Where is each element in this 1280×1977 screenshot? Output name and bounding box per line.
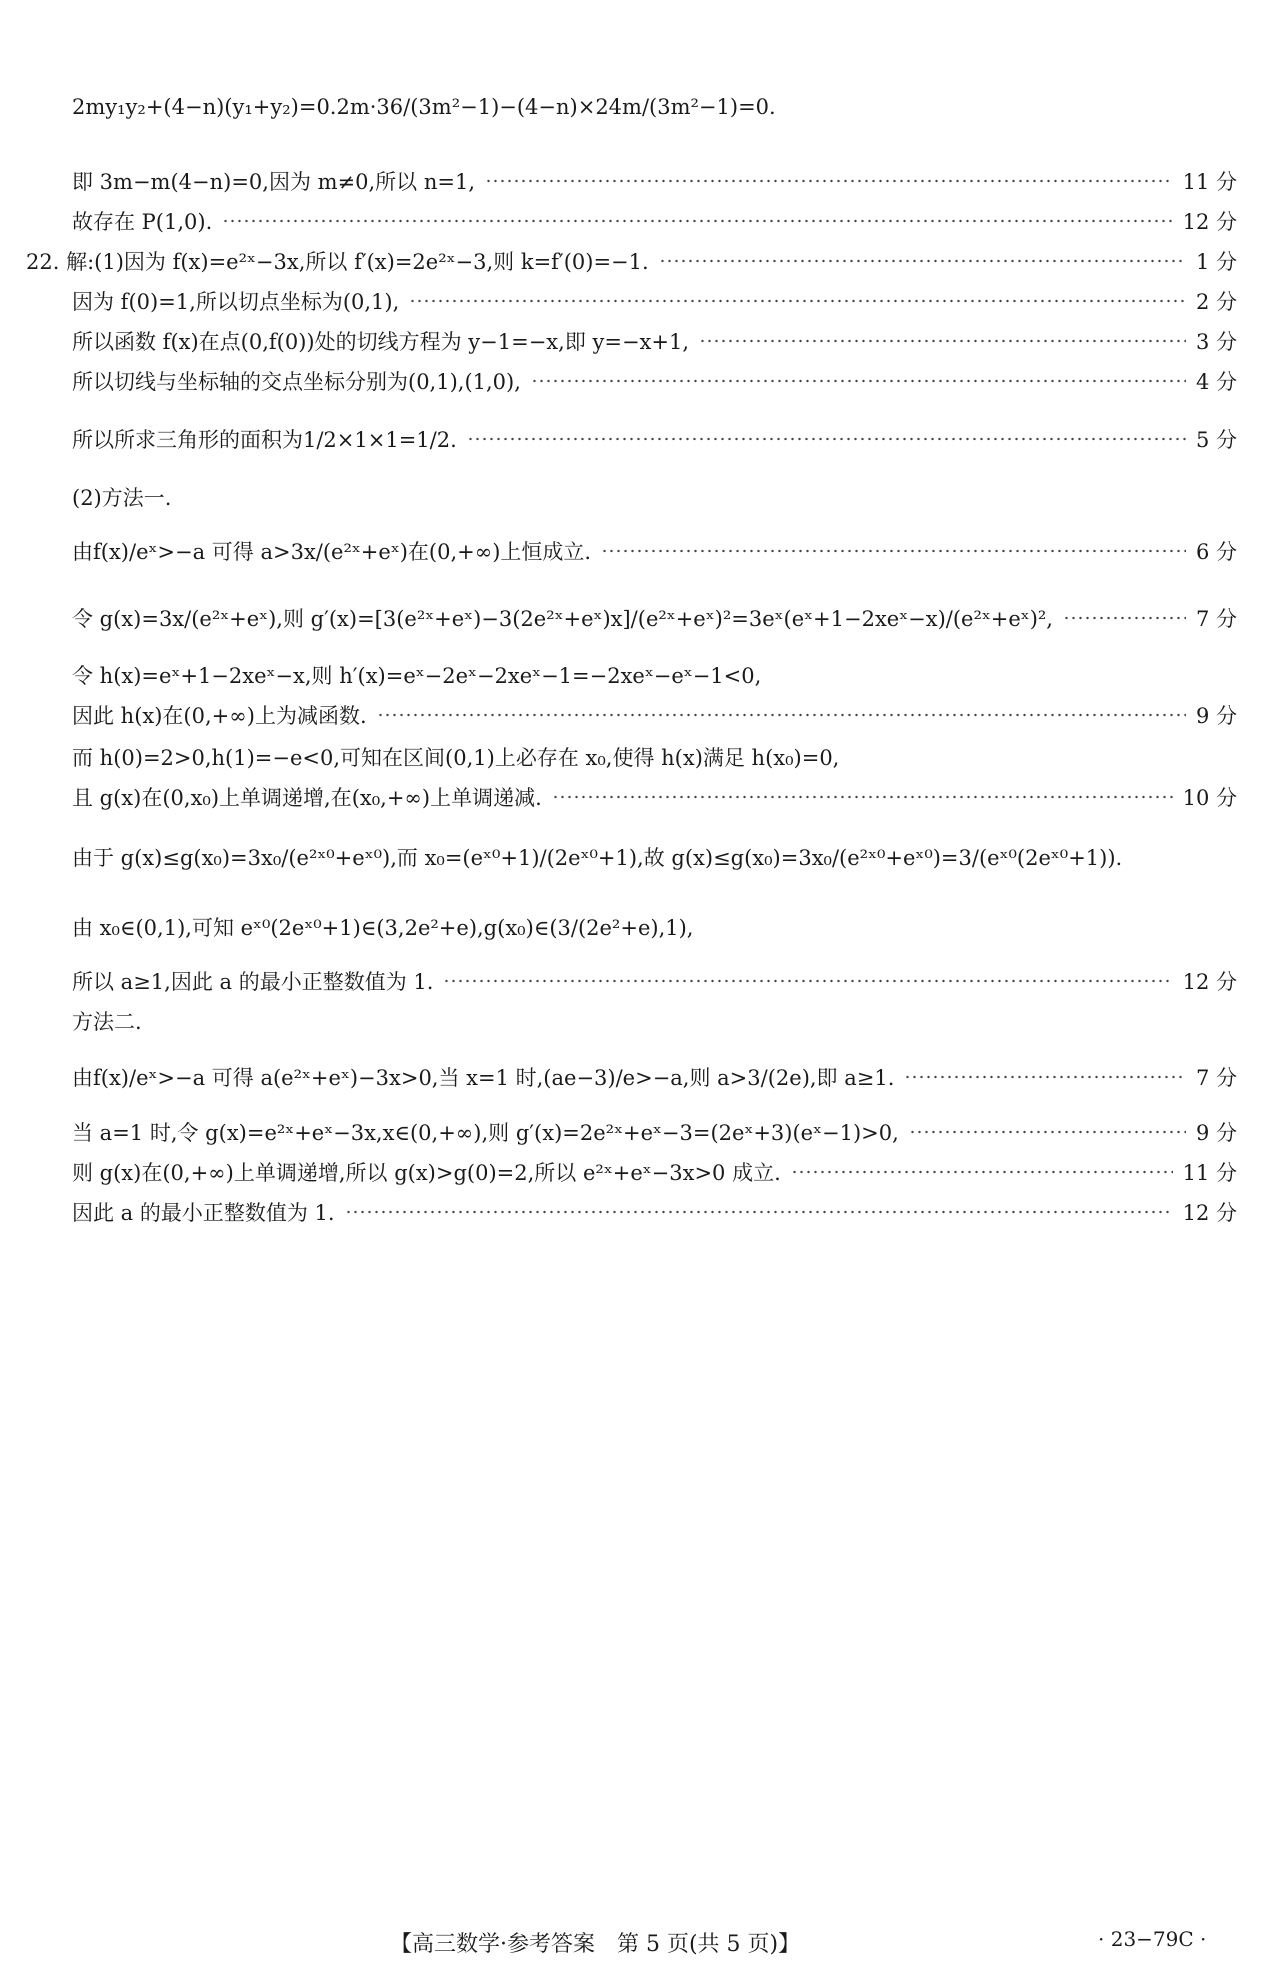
line-7b	[72, 1062, 1237, 1092]
score: 1 分	[1195, 250, 1237, 274]
line-text: 所以函数 f(x)在点(0,f(0))处的切线方程为 y−1=−x,即 y=−x+1,	[72, 330, 690, 354]
leader-dots	[659, 259, 1186, 263]
score: 12 分	[1182, 970, 1237, 994]
score: 9 分	[1195, 1121, 1237, 1145]
score: 7 分	[1195, 1066, 1237, 1090]
score: 12 分	[1182, 1201, 1237, 1225]
leader-dots	[467, 437, 1186, 441]
score: 9 分	[1195, 704, 1237, 728]
score: 10 分	[1182, 786, 1237, 810]
leader-dots	[909, 1130, 1186, 1134]
line-12	[72, 206, 1237, 236]
line-text: 令 h(x)=eˣ+1−2xeˣ−x,则 h′(x)=eˣ−2eˣ−2xeˣ−1=−2xeˣ−eˣ−1<0,	[72, 664, 762, 688]
line-h	[72, 660, 1237, 690]
line-10	[72, 782, 1237, 812]
line-text: 且 g(x)在(0,x₀)上单调递增,在(x₀,+∞)上单调递减.	[72, 786, 542, 810]
line-text: 而 h(0)=2>0,h(1)=−e<0,可知在区间(0,1)上必存在 x₀,使得 h(x)满足 h(x₀)=0,	[72, 746, 840, 770]
score: 11 分	[1182, 1161, 1237, 1185]
line-text: 由 x₀∈(0,1),可知 eˣ⁰(2eˣ⁰+1)∈(3,2e²+e),g(x₀)∈(3/(2e²+e),1),	[72, 916, 694, 940]
line-text: (2)方法一.	[72, 486, 172, 510]
footer-title: 【高三数学·参考答案 第 5 页(共 5 页)】	[390, 1932, 801, 1957]
line-3	[72, 326, 1237, 356]
leader-dots	[409, 299, 1186, 303]
leader-dots	[1063, 616, 1186, 620]
line-text: 则 g(x)在(0,+∞)上单调递增,所以 g(x)>g(0)=2,所以 e²ˣ+eˣ−3x>0 成立.	[72, 1161, 781, 1185]
score: 7 分	[1195, 607, 1237, 631]
line-text: 由f(x)/eˣ>−a 可得 a>3x/(e²ˣ+eˣ)在(0,+∞)上恒成立.	[72, 540, 592, 564]
score: 6 分	[1195, 540, 1237, 564]
leader-dots	[791, 1170, 1173, 1174]
line-6	[72, 536, 1237, 566]
line-h0	[72, 742, 1237, 772]
line-12b	[72, 966, 1237, 996]
score: 5 分	[1195, 428, 1237, 452]
line-9	[72, 700, 1237, 730]
score: 11 分	[1182, 170, 1237, 194]
line-text: 当 a=1 时,令 g(x)=e²ˣ+eˣ−3x,x∈(0,+∞),则 g′(x)=2e²ˣ+eˣ−3=(2eˣ+3)(eˣ−1)>0,	[72, 1121, 899, 1145]
line-12c	[72, 1197, 1237, 1227]
line-eq-top	[72, 95, 1237, 119]
leader-dots	[904, 1075, 1186, 1079]
part2-heading	[72, 482, 1237, 512]
line-11b	[72, 1157, 1237, 1187]
leader-dots	[485, 179, 1173, 183]
leader-dots	[222, 219, 1172, 223]
line-text: 所以切线与坐标轴的交点坐标分别为(0,1),(1,0),	[72, 370, 521, 394]
line-text: 22. 解:(1)因为 f(x)=e²ˣ−3x,所以 f′(x)=2e²ˣ−3,则 k=f′(0)=−1.	[26, 250, 649, 274]
line-text: 2my₁y₂+(4−n)(y₁+y₂)=0.2m·36/(3m²−1)−(4−n)×24m/(3m²−1)=0.	[72, 95, 776, 119]
line-7	[72, 603, 1237, 633]
line-text: 故存在 P(1,0).	[72, 210, 213, 234]
method2-heading	[72, 1006, 1237, 1036]
line-text: 令 g(x)=3x/(e²ˣ+eˣ),则 g′(x)=[3(e²ˣ+eˣ)−3(2e²ˣ+eˣ)x]/(e²ˣ+eˣ)²=3eˣ(eˣ+1−2xeˣ−x)/(e²ˣ+eˣ)²,	[72, 607, 1053, 631]
line-text: 即 3m−m(4−n)=0,因为 m≠0,所以 n=1,	[72, 170, 476, 194]
leader-dots	[377, 713, 1186, 717]
line-text: 因为 f(0)=1,所以切点坐标为(0,1),	[72, 290, 400, 314]
score: 4 分	[1195, 370, 1237, 394]
footer-code: · 23−79C ·	[1098, 1927, 1207, 1951]
line-11	[72, 166, 1237, 196]
line-range	[72, 912, 1237, 942]
line-text: 因此 a 的最小正整数值为 1.	[72, 1201, 335, 1225]
line-4	[72, 366, 1237, 396]
leader-dots	[531, 379, 1186, 383]
line-text: 所以所求三角形的面积为1/2×1×1=1/2.	[72, 428, 457, 452]
leader-dots	[552, 795, 1173, 799]
leader-dots	[443, 979, 1172, 983]
score: 12 分	[1182, 210, 1237, 234]
line-gx0	[72, 842, 1237, 872]
line-2	[72, 286, 1237, 316]
leader-dots	[699, 339, 1186, 343]
line-text: 由f(x)/eˣ>−a 可得 a(e²ˣ+eˣ)−3x>0,当 x=1 时,(ae−3)/e>−a,则 a>3/(2e),即 a≥1.	[72, 1066, 895, 1090]
line-text: 方法二.	[72, 1010, 142, 1034]
line-5	[72, 424, 1237, 454]
line-text: 由于 g(x)≤g(x₀)=3x₀/(e²ˣ⁰+eˣ⁰),而 x₀=(eˣ⁰+1)/(2eˣ⁰+1),故 g(x)≤g(x₀)=3x₀/(e²ˣ⁰+eˣ⁰)=3/(eˣ⁰(2eˣ⁰+1)).	[72, 846, 1123, 870]
leader-dots	[601, 549, 1186, 553]
score: 3 分	[1195, 330, 1237, 354]
line-9b	[72, 1117, 1237, 1147]
leader-dots	[345, 1210, 1173, 1214]
line-text: 所以 a≥1,因此 a 的最小正整数值为 1.	[72, 970, 434, 994]
q22-start	[26, 246, 1237, 276]
score: 2 分	[1195, 290, 1237, 314]
line-text: 因此 h(x)在(0,+∞)上为减函数.	[72, 704, 367, 728]
